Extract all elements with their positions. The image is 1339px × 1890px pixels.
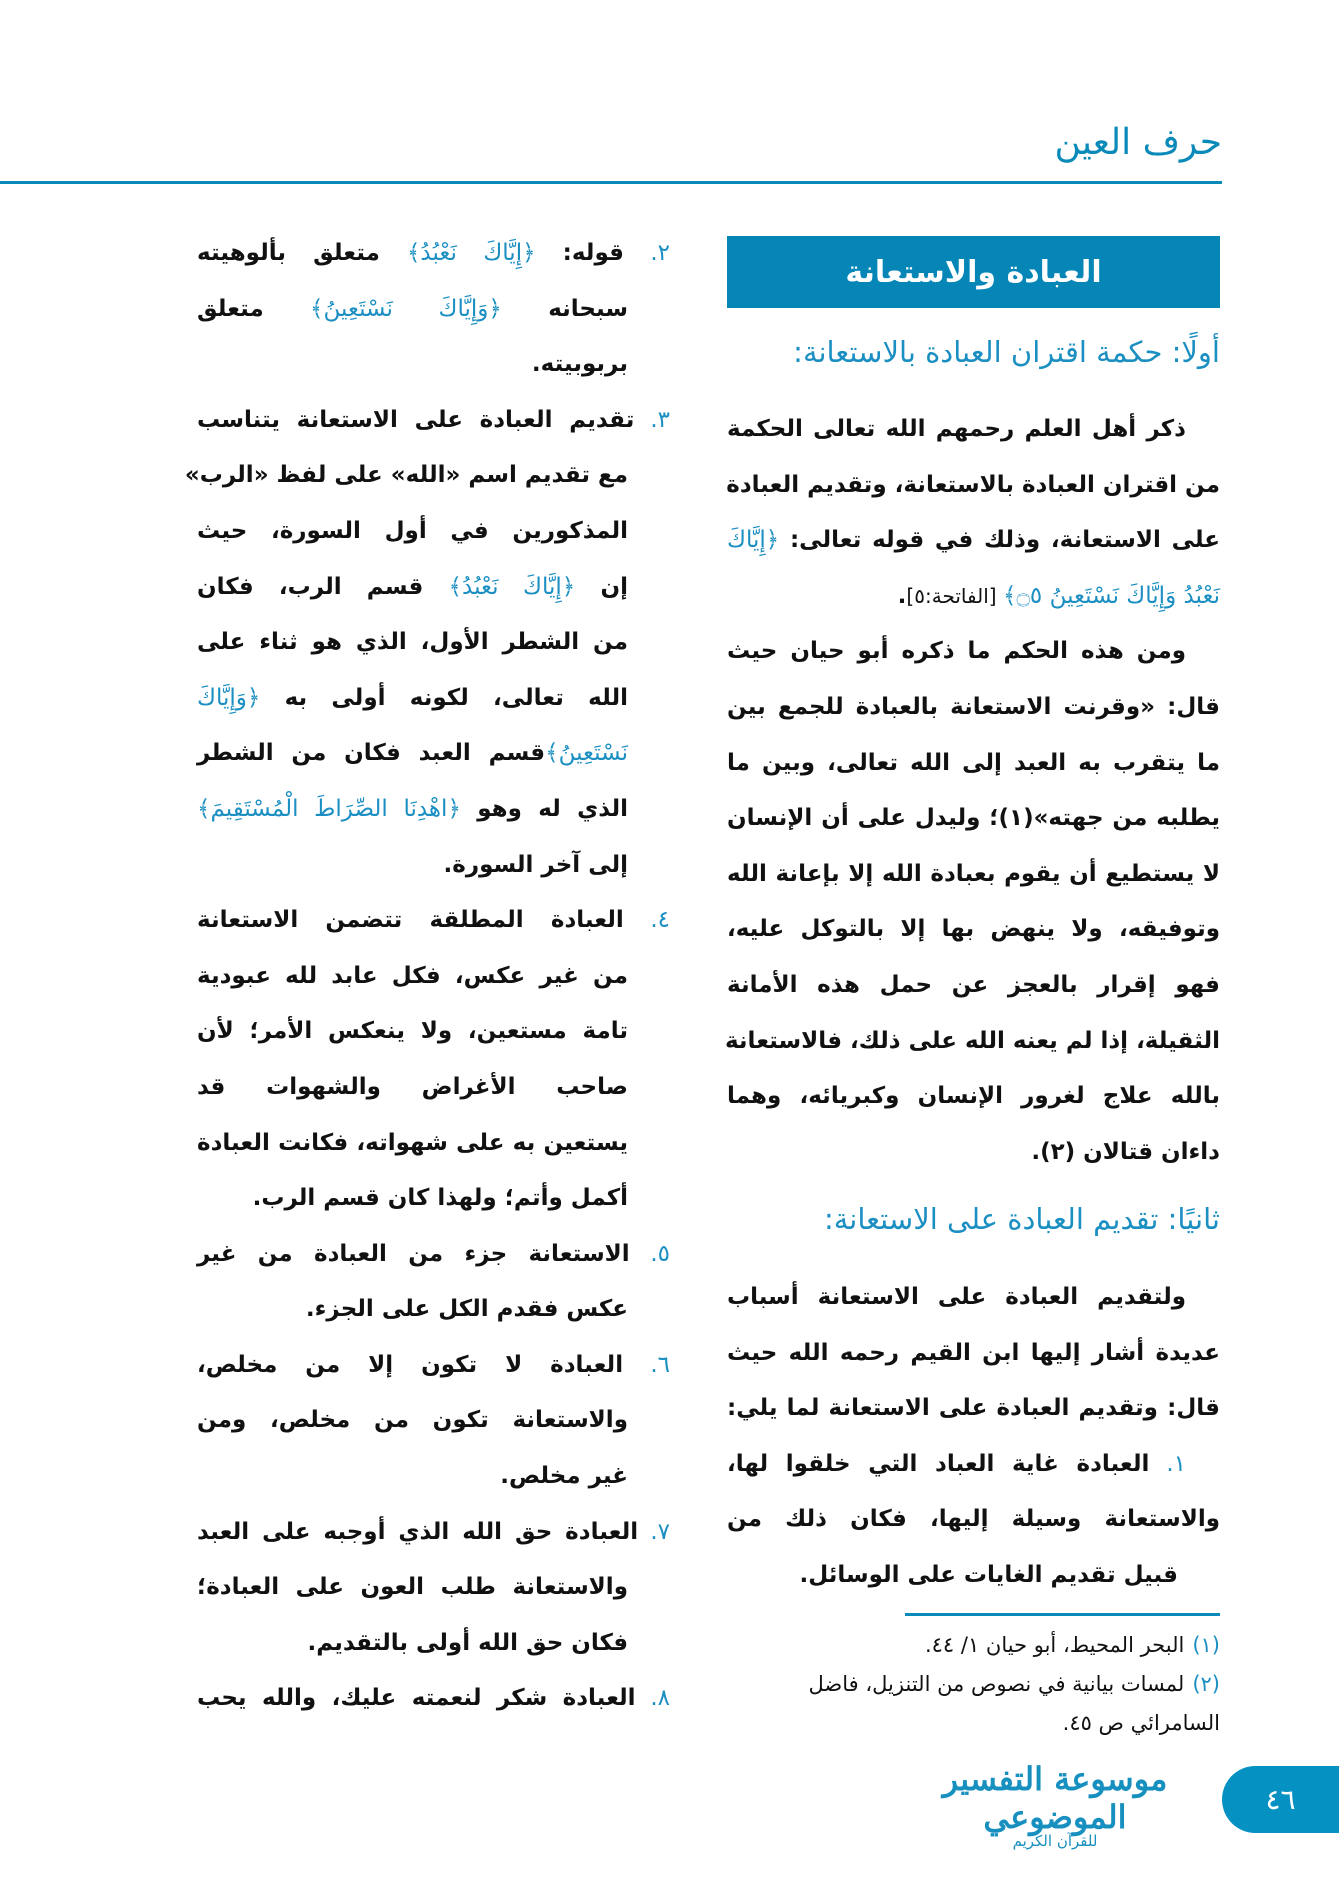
text-segment: الذي له وهو bbox=[460, 795, 628, 822]
text-line bbox=[727, 958, 1220, 1014]
quran-text: ﴿إِيَّاكَ نَعْبُدُ﴾ bbox=[448, 573, 576, 600]
footnote-1 bbox=[727, 1626, 1220, 1665]
quran-text: ١. bbox=[1149, 1450, 1187, 1477]
footnote-rule bbox=[905, 1613, 1220, 1616]
text-line bbox=[727, 569, 1220, 625]
text-segment: العبادة لا تكون إلا من مخلص، bbox=[197, 1351, 624, 1378]
text-line bbox=[197, 1116, 670, 1172]
text-segment: لا يستطيع أن يقوم بعبادة الله إلا بإعانة الله bbox=[727, 860, 1220, 887]
text-segment: الاستعانة جزء من العبادة من غير bbox=[197, 1240, 630, 1267]
text-segment: العبادة المطلقة تتضمن الاستعانة bbox=[197, 907, 624, 934]
text-line bbox=[197, 838, 670, 894]
text-line bbox=[727, 624, 1220, 680]
text-line bbox=[197, 1449, 670, 1505]
text-segment: . bbox=[897, 582, 907, 609]
text-segment: ذكر أهل العلم رحمهم الله تعالى الحكمة bbox=[727, 416, 1186, 442]
text-segment: فكان حق الله أولى بالتقديم. bbox=[307, 1629, 628, 1656]
text-segment: فهو إقرار بالعجز عن حمل هذه الأمانة bbox=[727, 971, 1220, 998]
quran-text: ٨. bbox=[635, 1685, 670, 1712]
text-line bbox=[727, 1326, 1220, 1382]
text-line bbox=[727, 1548, 1220, 1604]
text-line bbox=[197, 560, 670, 616]
text-line bbox=[197, 1671, 670, 1727]
text-line bbox=[727, 680, 1220, 736]
text-line bbox=[197, 615, 670, 671]
quran-text: ﴿وَإِيَّاكَ نَسْتَعِينُ﴾ bbox=[310, 295, 502, 322]
quran-text: ٤. bbox=[623, 907, 670, 934]
text-line bbox=[727, 1437, 1220, 1493]
text-line bbox=[197, 1616, 670, 1672]
text-line bbox=[727, 847, 1220, 903]
text-line bbox=[197, 393, 670, 449]
header-rule bbox=[0, 181, 1222, 184]
text-line bbox=[197, 1560, 670, 1616]
chapter-header: حرف العين bbox=[1054, 122, 1222, 163]
text-segment: قسم الرب، فكان bbox=[197, 573, 449, 600]
text-line bbox=[197, 1227, 670, 1283]
quran-text: ﴿اهْدِنَا الصِّرَاطَ الْمُسْتَقِيمَ﴾ bbox=[197, 795, 461, 822]
text-line bbox=[197, 726, 670, 782]
text-segment: العبادة غاية العباد التي خلقوا لها، bbox=[727, 1450, 1150, 1477]
text-segment: الله تعالى، لكونه أولى به bbox=[260, 684, 628, 711]
text-line bbox=[197, 337, 670, 393]
text-line bbox=[727, 902, 1220, 958]
text-segment: إن bbox=[575, 573, 629, 600]
text-line bbox=[727, 1381, 1220, 1437]
text-segment: داءان قتالان (٢). bbox=[1031, 1138, 1220, 1165]
text-segment: من اقتران العبادة بالاستعانة، وتقديم العبادة bbox=[726, 471, 1220, 498]
footnote-number: (٢) bbox=[1192, 1672, 1220, 1696]
quran-text: ﴿إِيَّاكَ نَعْبُدُ﴾ bbox=[406, 240, 536, 266]
text-line bbox=[197, 1338, 670, 1394]
text-line bbox=[727, 791, 1220, 847]
text-segment: ما يتقرب به العبد إلى الله تعالى، وبين ما bbox=[727, 749, 1220, 776]
subheading-1: أولًا: حكمة اقتران العبادة بالاستعانة: bbox=[793, 335, 1220, 369]
text-line bbox=[724, 1014, 1220, 1070]
text-segment: قوله: bbox=[535, 240, 624, 266]
text-segment: مع تقديم اسم «الله» على لفظ «الرب» bbox=[184, 462, 628, 489]
footnote-number: (١) bbox=[1192, 1633, 1220, 1657]
footnotes bbox=[727, 1626, 1220, 1743]
footnote-text: لمسات بيانية في نصوص من التنزيل، فاضل السامرائي ص ٤٥. bbox=[808, 1672, 1220, 1735]
text-segment: ومن هذه الحكم ما ذكره أبو حيان حيث bbox=[727, 638, 1186, 665]
text-line bbox=[197, 1171, 670, 1227]
quran-text: ٧. bbox=[638, 1518, 670, 1545]
text-segment: قبيل تقديم الغايات على الوسائل. bbox=[799, 1561, 1178, 1588]
text-segment: من غير عكس، فكل عابد لله عبودية bbox=[197, 962, 628, 989]
text-line bbox=[197, 782, 670, 838]
citation: [الفاتحة:٥] bbox=[906, 583, 1003, 608]
text-line bbox=[197, 1060, 670, 1116]
text-segment: إلى آخر السورة. bbox=[443, 851, 628, 878]
logo-subtitle: للقرآن الكريم bbox=[1012, 1832, 1098, 1850]
footnote-2 bbox=[727, 1665, 1220, 1743]
text-segment: متعلق بألوهيته bbox=[197, 240, 407, 266]
quran-text: ﴿وَإِيَّاكَ bbox=[197, 684, 261, 711]
text-line bbox=[727, 1270, 1220, 1326]
text-segment: من الشطر الأول، الذي هو ثناء على bbox=[197, 629, 628, 656]
text-line bbox=[727, 458, 1220, 514]
right-column-part-1 bbox=[724, 402, 1220, 1180]
text-line bbox=[727, 513, 1220, 569]
text-line bbox=[197, 1505, 670, 1561]
quran-text: ٣. bbox=[634, 406, 670, 433]
section-title: العبادة والاستعانة bbox=[727, 236, 1220, 308]
text-line bbox=[727, 1492, 1220, 1548]
text-segment: عكس فقدم الكل على الجزء. bbox=[305, 1296, 628, 1323]
text-segment: تقديم العبادة على الاستعانة يتناسب bbox=[197, 406, 635, 433]
text-segment: العبادة شكر لنعمته عليك، والله يحب bbox=[197, 1685, 636, 1712]
text-line bbox=[197, 671, 670, 727]
text-line bbox=[184, 448, 670, 504]
quran-text: نَسْتَعِينُ﴾ bbox=[545, 740, 628, 767]
quran-text: ٥. bbox=[629, 1240, 671, 1267]
text-segment: وتوفيقه، ولا ينهض بها إلا بالتوكل عليه، bbox=[727, 916, 1220, 943]
encyclopedia-logo bbox=[920, 1760, 1190, 1850]
text-line bbox=[197, 282, 670, 338]
text-segment: ولتقديم العبادة على الاستعانة أسباب bbox=[727, 1284, 1186, 1310]
text-segment: بالله علاج لغرور الإنسان وكبريائه، وهما bbox=[727, 1083, 1220, 1110]
text-segment: عديدة أشار إليها ابن القيم رحمه الله حيث bbox=[727, 1339, 1220, 1366]
text-segment: قال: «وقرنت الاستعانة بالعبادة للجمع بين bbox=[727, 693, 1220, 720]
right-column-part-2 bbox=[727, 1270, 1220, 1604]
left-column bbox=[184, 226, 671, 1727]
text-segment: قسم العبد فكان من الشطر bbox=[197, 740, 546, 767]
text-segment: يطلبه من جهته»(١)؛ وليدل على أن الإنسان bbox=[727, 805, 1220, 832]
text-line bbox=[197, 949, 670, 1005]
text-segment: غير مخلص. bbox=[500, 1463, 628, 1490]
text-segment: تامة مستعين، ولا ينعكس الأمر؛ لأن bbox=[197, 1018, 628, 1045]
text-line bbox=[197, 1393, 670, 1449]
quran-text: نَعْبُدُ وَإِيَّاكَ نَسْتَعِينُ ۝٥﴾ bbox=[1002, 582, 1220, 609]
text-segment: على الاستعانة، وذلك في قوله تعالى: bbox=[779, 527, 1220, 554]
text-line bbox=[727, 1125, 1220, 1181]
text-line bbox=[197, 504, 670, 560]
text-segment: يستعين به على شهواته، فكانت العبادة bbox=[197, 1129, 628, 1156]
text-segment: متعلق bbox=[197, 295, 311, 322]
text-segment: سبحانه bbox=[501, 295, 628, 322]
text-segment: الثقيلة، إذا لم يعنه الله على ذلك، فالاستعانة bbox=[724, 1027, 1220, 1054]
text-line bbox=[727, 736, 1220, 792]
text-segment: صاحب الأغراض والشهوات قد bbox=[197, 1073, 628, 1100]
text-segment: والاستعانة تكون من مخلص، ومن bbox=[197, 1407, 628, 1434]
text-segment: أكمل وأتم؛ ولهذا كان قسم الرب. bbox=[252, 1185, 628, 1212]
text-segment: المذكورين في أول السورة، حيث bbox=[197, 517, 628, 544]
quran-text: ٦. bbox=[623, 1351, 670, 1378]
text-line bbox=[197, 1004, 670, 1060]
text-line bbox=[727, 1069, 1220, 1125]
text-line bbox=[197, 226, 670, 282]
text-segment: العبادة حق الله الذي أوجبه على العبد bbox=[197, 1518, 639, 1545]
text-line bbox=[197, 1282, 670, 1338]
page-number: ٤٦ bbox=[1222, 1766, 1339, 1833]
text-segment: والاستعانة وسيلة إليها، فكان ذلك من bbox=[727, 1506, 1220, 1533]
text-segment: والاستعانة طلب العون على العبادة؛ bbox=[197, 1574, 628, 1601]
logo-title: موسوعة التفسير الموضوعي bbox=[942, 1760, 1168, 1836]
text-segment: بربوبيته. bbox=[531, 351, 628, 378]
footnote-text: البحر المحيط، أبو حيان ١/ ٤٤. bbox=[924, 1633, 1185, 1657]
text-line bbox=[727, 402, 1220, 458]
subheading-2: ثانيًا: تقديم العبادة على الاستعانة: bbox=[823, 1202, 1220, 1236]
text-segment: قال: وتقديم العبادة على الاستعانة لما يلي: bbox=[727, 1395, 1220, 1422]
quran-text: ﴿إِيَّاكَ bbox=[727, 527, 780, 554]
quran-text: ٢. bbox=[623, 240, 671, 266]
text-line bbox=[197, 893, 670, 949]
